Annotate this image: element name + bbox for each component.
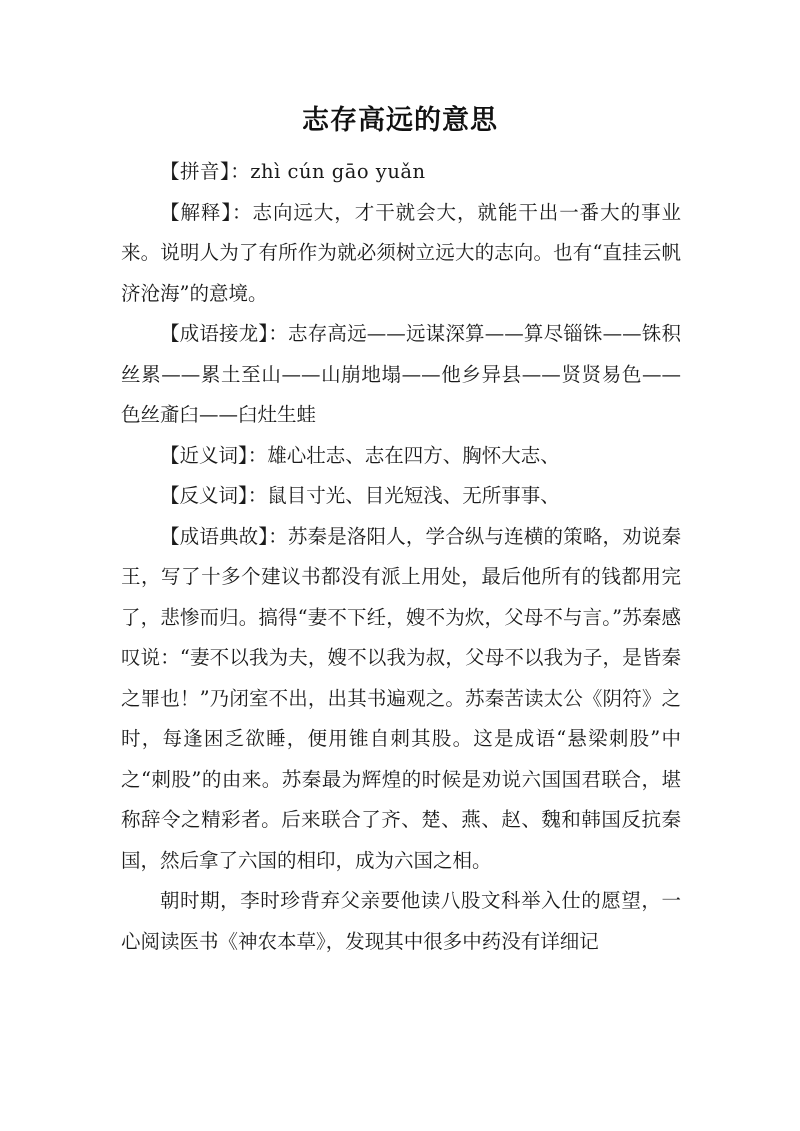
paragraph-explanation: 【解释】：志向远大，才干就会大，就能干出一番大的事业来。说明人为了有所作为就必须树立远大的志向。也有“直挂云帆济沧海”的意境。 — [121, 200, 681, 305]
paragraph-synonyms: 【近义词】：雄心壮志、志在四方、胸怀大志、 — [160, 443, 560, 467]
paragraph-story: 【成语典故】：苏秦是洛阳人，学合纵与连横的策略，劝说秦王，写了十多个建议书都没有派上用处，最后他所有的钱都用完了，悲惨而归。搞得“妻不下纴，嫂不为炊，父母不与言。”苏秦感叹说：“妻不以我为夫，嫂不以我为叔，父母不以我为子，是皆秦之罪也！”乃闭室不出，出其书遍观之。苏秦苦读太公《阴符》之时，每逢困乏欲睡，便用锥自刺其股。这是成语“悬梁刺股”中之“刺股”的由来。苏秦最为辉煌的时候是劝说六国国君联合，堪称辞令之精彩者。后来联合了齐、楚、燕、赵、魏和韩国反抗秦国，然后拿了六国的相印，成为六国之相。 — [121, 524, 681, 872]
paragraph-idiom-chain: 【成语接龙】：志存高远——远谋深算——算尽锱铢——铢积丝累——累土至山——山崩地塌——他乡异县——贤贤易色——色丝齑臼——臼灶生蛙 — [121, 322, 681, 426]
document-title: 志存高远的意思 — [302, 105, 498, 136]
paragraph-antonyms: 【反义词】：鼠目寸光、目光短浅、无所事事、 — [160, 484, 560, 507]
paragraph-continuation: 朝时期，李时珍背弃父亲要他读八股文科举入仕的愿望，一心阅读医书《神农本草》，发现其中很多中药没有详细记 — [121, 889, 681, 953]
paragraph-pinyin: 【拼音】：zhì cún gāo yuǎn — [160, 160, 426, 183]
document-body — [121, 152, 681, 962]
